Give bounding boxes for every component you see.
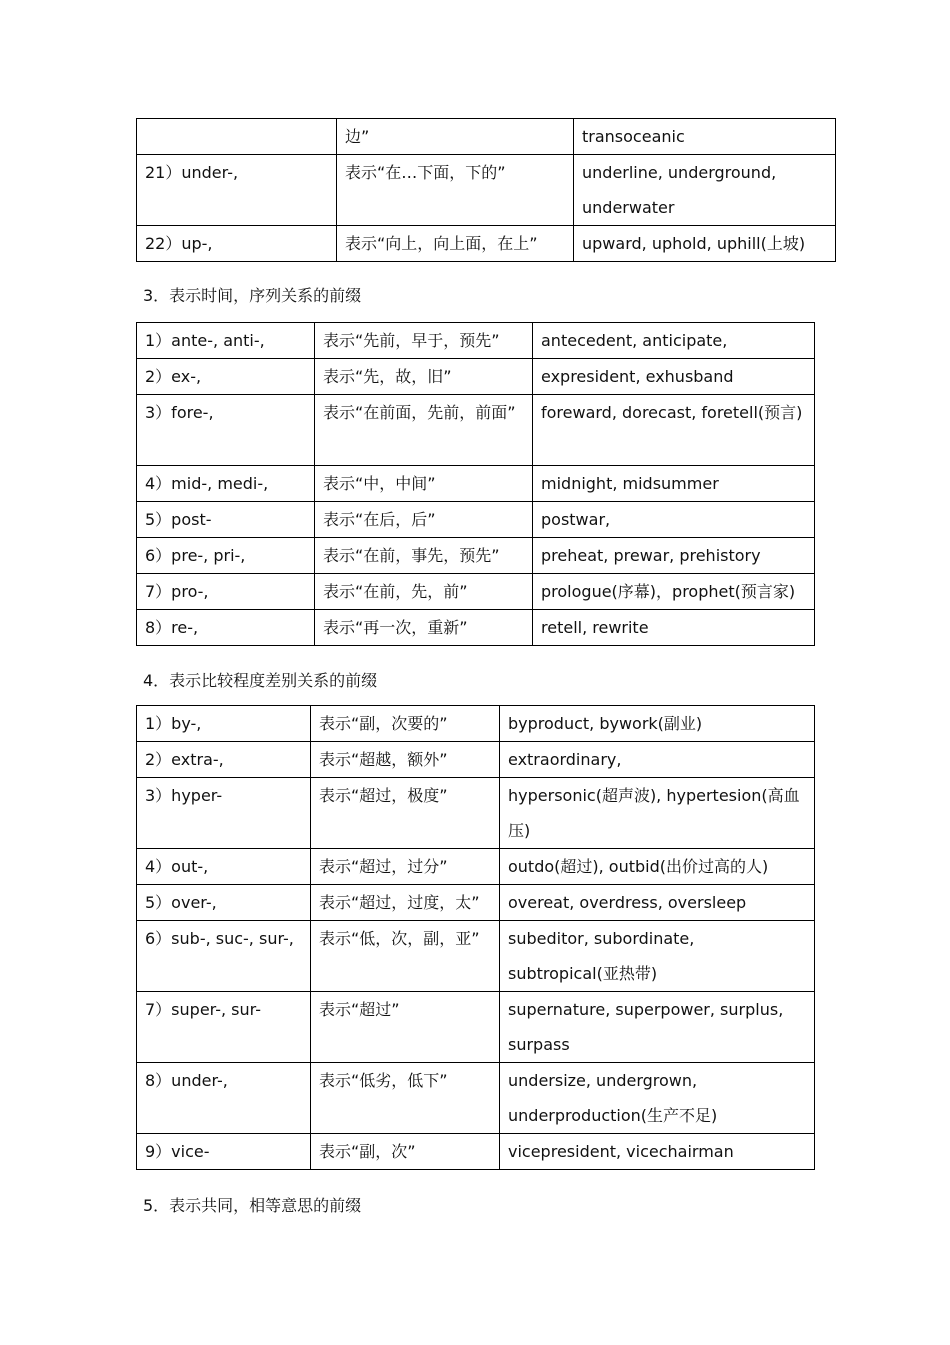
section-heading: 4．表示比较程度差别关系的前缀 — [143, 671, 378, 690]
examples-cell: antecedent, anticipate, — [533, 323, 815, 359]
prefix-cell: 2）ex-, — [137, 359, 315, 395]
examples-cell: outdo(超过), outbid(出价过高的人) — [500, 849, 815, 885]
meaning-cell: 表示“副，次要的” — [311, 706, 500, 742]
table-row — [137, 359, 815, 395]
meaning-cell: 表示“先，故，旧” — [315, 359, 533, 395]
table-row — [137, 610, 815, 646]
prefix-cell: 6）sub-, suc-, sur-, — [137, 921, 311, 992]
table-row — [137, 992, 815, 1063]
meaning-cell: 表示“再一次，重新” — [315, 610, 533, 646]
meaning-cell: 表示“超过，极度” — [311, 778, 500, 849]
prefix-cell: 4）out-, — [137, 849, 311, 885]
examples-cell: midnight, midsummer — [533, 466, 815, 502]
section-heading: 3．表示时间，序列关系的前缀 — [143, 286, 362, 305]
meaning-cell: 表示“在前，事先，预先” — [315, 538, 533, 574]
table-row — [137, 538, 815, 574]
table-row — [137, 323, 815, 359]
prefix-cell: 22）up-, — [137, 226, 337, 262]
examples-cell: byproduct, bywork(副业) — [500, 706, 815, 742]
examples-cell: transoceanic — [574, 119, 836, 155]
prefix-cell: 6）pre-, pri-, — [137, 538, 315, 574]
examples-cell: upward, uphold, uphill(上坡) — [574, 226, 836, 262]
table-row — [137, 921, 815, 992]
meaning-cell: 表示“在前，先，前” — [315, 574, 533, 610]
meaning-cell: 表示“超越，额外” — [311, 742, 500, 778]
examples-cell: retell, rewrite — [533, 610, 815, 646]
meaning-cell: 表示“在…下面，下的” — [337, 155, 574, 226]
table-row — [137, 395, 815, 466]
prefix-cell: 9）vice- — [137, 1134, 311, 1170]
comparison-prefix-table — [136, 705, 815, 1170]
meaning-cell: 表示“中，中间” — [315, 466, 533, 502]
meaning-cell: 表示“副，次” — [311, 1134, 500, 1170]
prefix-cell — [137, 119, 337, 155]
examples-cell: overeat, overdress, oversleep — [500, 885, 815, 921]
table-row — [137, 502, 815, 538]
prefix-cell: 7）super-, sur- — [137, 992, 311, 1063]
prefix-cell: 8）re-, — [137, 610, 315, 646]
table-row — [137, 742, 815, 778]
meaning-cell: 表示“先前，早于，预先” — [315, 323, 533, 359]
table-row — [137, 706, 815, 742]
time-order-prefix-table — [136, 322, 815, 646]
examples-cell: subeditor, subordinate, subtropical(亚热带) — [500, 921, 815, 992]
table-row — [137, 226, 836, 262]
section-heading: 5．表示共同，相等意思的前缀 — [143, 1196, 362, 1215]
examples-cell: foreward, dorecast, foretell(预言) — [533, 395, 815, 466]
table-row — [137, 849, 815, 885]
prefix-cell: 5）post- — [137, 502, 315, 538]
examples-cell: postwar, — [533, 502, 815, 538]
prefix-cell: 3）fore-, — [137, 395, 315, 466]
table-row — [137, 1063, 815, 1134]
table-row — [137, 885, 815, 921]
examples-cell: underline, underground, underwater — [574, 155, 836, 226]
examples-cell: extraordinary, — [500, 742, 815, 778]
meaning-cell: 表示“超过，过度，太” — [311, 885, 500, 921]
prefix-cell: 21）under-, — [137, 155, 337, 226]
examples-cell: supernature, superpower, surplus, surpass — [500, 992, 815, 1063]
meaning-cell: 边” — [337, 119, 574, 155]
prefix-cell: 4）mid-, medi-, — [137, 466, 315, 502]
prefix-cell: 8）under-, — [137, 1063, 311, 1134]
meaning-cell: 表示“低，次，副，亚” — [311, 921, 500, 992]
prefix-cell: 5）over-, — [137, 885, 311, 921]
examples-cell: preheat, prewar, prehistory — [533, 538, 815, 574]
table-row — [137, 119, 836, 155]
table-row — [137, 1134, 815, 1170]
prefix-cell: 1）by-, — [137, 706, 311, 742]
prefix-cell: 1）ante-, anti-, — [137, 323, 315, 359]
meaning-cell: 表示“在后，后” — [315, 502, 533, 538]
table-row — [137, 466, 815, 502]
meaning-cell: 表示“向上，向上面，在上” — [337, 226, 574, 262]
meaning-cell: 表示“超过，过分” — [311, 849, 500, 885]
meaning-cell: 表示“在前面，先前，前面” — [315, 395, 533, 466]
prefix-cell: 3）hyper- — [137, 778, 311, 849]
examples-cell: undersize, undergrown, underproduction(生产不足) — [500, 1063, 815, 1134]
table-row — [137, 778, 815, 849]
examples-cell: hypersonic(超声波), hypertesion(高血压) — [500, 778, 815, 849]
table-row — [137, 574, 815, 610]
table-row — [137, 155, 836, 226]
meaning-cell: 表示“超过” — [311, 992, 500, 1063]
prefix-cell: 7）pro-, — [137, 574, 315, 610]
meaning-cell: 表示“低劣，低下” — [311, 1063, 500, 1134]
prefix-table-continued — [136, 118, 836, 262]
examples-cell: vicepresident, vicechairman — [500, 1134, 815, 1170]
examples-cell: prologue(序幕)，prophet(预言家) — [533, 574, 815, 610]
prefix-cell: 2）extra-, — [137, 742, 311, 778]
examples-cell: expresident, exhusband — [533, 359, 815, 395]
